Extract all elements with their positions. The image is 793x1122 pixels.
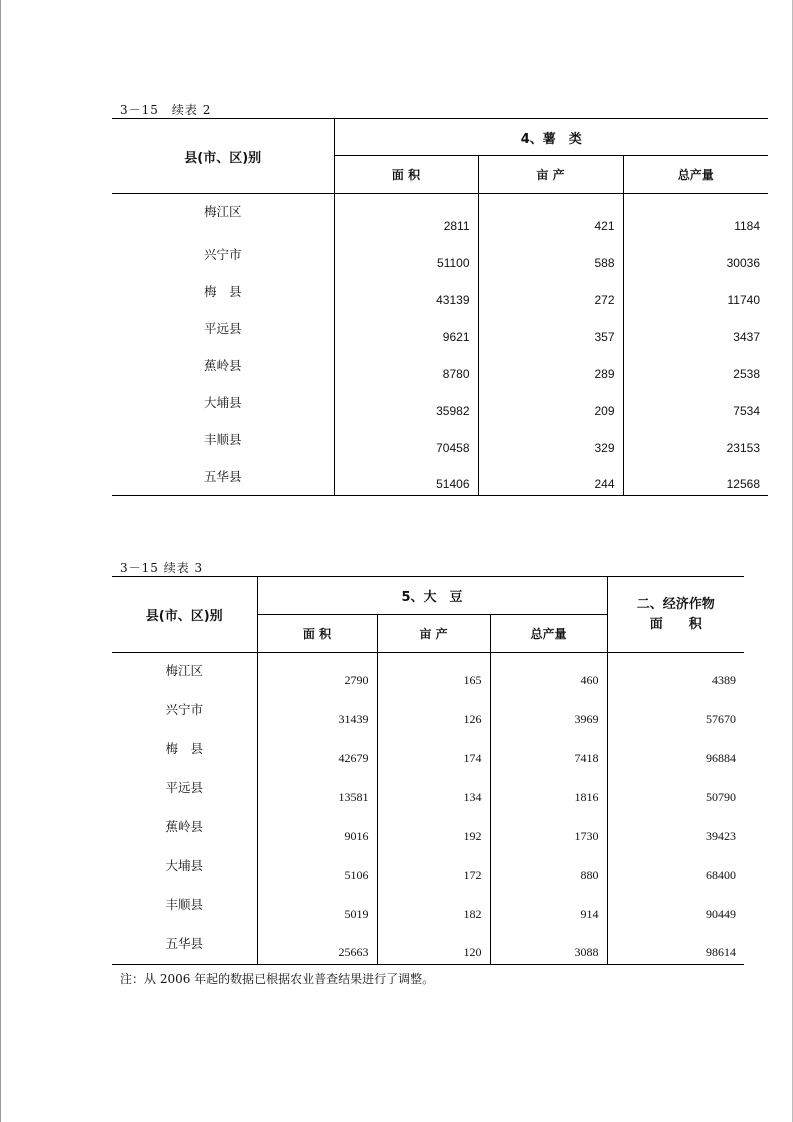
econ-header-line1: 二、经济作物 xyxy=(636,596,715,612)
area-value: 9621 xyxy=(334,311,478,348)
row-header: 县(市、区)别 xyxy=(112,119,334,194)
econ-area-value: 39423 xyxy=(607,809,744,848)
table-row xyxy=(112,731,744,770)
table-row xyxy=(112,653,744,692)
table-row xyxy=(112,848,744,887)
group-header: 4、薯 类 xyxy=(334,119,768,156)
table-row xyxy=(112,809,744,848)
econ-area-value: 96884 xyxy=(607,731,744,770)
total-value: 460 xyxy=(490,653,607,692)
total-value: 30036 xyxy=(623,237,768,274)
yield-value: 172 xyxy=(377,848,490,887)
econ-area-value: 4389 xyxy=(607,653,744,692)
econ-area-value: 98614 xyxy=(607,926,744,965)
table-row xyxy=(112,422,768,459)
area-value: 13581 xyxy=(257,770,377,809)
total-value: 1730 xyxy=(490,809,607,848)
county-name: 梅江区 xyxy=(203,204,242,219)
econ-header xyxy=(607,577,744,653)
econ-area-value: 57670 xyxy=(607,692,744,731)
yield-value: 120 xyxy=(377,926,490,965)
table-row xyxy=(112,692,744,731)
total-value: 2538 xyxy=(623,348,768,385)
total-value: 12568 xyxy=(623,459,768,496)
total-value: 11740 xyxy=(623,274,768,311)
table-row xyxy=(112,194,768,237)
county-name: 平远县 xyxy=(165,779,203,795)
county-name: 梅 县 xyxy=(165,740,203,756)
table1-caption: 3－15 续表 2 xyxy=(120,103,212,117)
econ-area-value: 50790 xyxy=(607,770,744,809)
yield-value: 192 xyxy=(377,809,490,848)
yield-value: 421 xyxy=(478,194,623,237)
total-value: 23153 xyxy=(623,422,768,459)
yield-value: 329 xyxy=(478,422,623,459)
area-value: 70458 xyxy=(334,422,478,459)
table2-caption: 3－15 续表 3 xyxy=(120,561,204,575)
county-name: 梅江区 xyxy=(165,663,203,678)
row-header: 县(市、区)别 xyxy=(112,577,257,653)
total-value: 880 xyxy=(490,848,607,887)
total-value: 3969 xyxy=(490,692,607,731)
area-value: 31439 xyxy=(257,692,377,731)
county-name: 丰顺县 xyxy=(165,896,203,912)
page-edge xyxy=(0,0,1,1122)
econ-area-value: 90449 xyxy=(607,887,744,926)
yield-value: 357 xyxy=(478,311,623,348)
county-name: 梅 县 xyxy=(203,283,242,299)
table-row xyxy=(112,926,744,965)
total-value: 7534 xyxy=(623,385,768,422)
county-name: 蕉岭县 xyxy=(165,818,203,834)
col-header-total: 总产量 xyxy=(490,615,607,653)
area-value: 51406 xyxy=(334,459,478,496)
yield-value: 209 xyxy=(478,385,623,422)
total-value: 914 xyxy=(490,887,607,926)
total-value: 3088 xyxy=(490,926,607,965)
econ-area-value: 68400 xyxy=(607,848,744,887)
county-name: 平远县 xyxy=(203,320,242,336)
yield-value: 588 xyxy=(478,237,623,274)
yield-value: 244 xyxy=(478,459,623,496)
area-value: 8780 xyxy=(334,348,478,385)
area-value: 43139 xyxy=(334,274,478,311)
table-row xyxy=(112,887,744,926)
area-value: 42679 xyxy=(257,731,377,770)
county-name: 大埔县 xyxy=(165,857,203,873)
yield-value: 165 xyxy=(377,653,490,692)
table-row xyxy=(112,385,768,422)
area-value: 51100 xyxy=(334,237,478,274)
total-value: 1816 xyxy=(490,770,607,809)
area-value: 2790 xyxy=(257,653,377,692)
col-header-yield: 亩 产 xyxy=(377,615,490,653)
yield-value: 289 xyxy=(478,348,623,385)
footnote: 注：从 2006 年起的数据已根据农业普查结果进行了调整。 xyxy=(120,972,435,986)
col-header-area: 面 积 xyxy=(334,156,478,194)
table1 xyxy=(112,118,768,496)
yield-value: 134 xyxy=(377,770,490,809)
county-name: 五华县 xyxy=(112,926,257,965)
total-value: 7418 xyxy=(490,731,607,770)
area-value: 35982 xyxy=(334,385,478,422)
group-header: 5、大 豆 xyxy=(257,577,607,615)
col-header-area: 面 积 xyxy=(257,615,377,653)
econ-header-line2: 面 积 xyxy=(649,616,702,632)
col-header-yield: 亩 产 xyxy=(478,156,623,194)
county-name: 兴宁市 xyxy=(165,701,203,717)
table-row xyxy=(112,348,768,385)
total-value: 1184 xyxy=(623,194,768,237)
yield-value: 126 xyxy=(377,692,490,731)
table-row xyxy=(112,770,744,809)
table-row xyxy=(112,459,768,496)
table-row xyxy=(112,311,768,348)
area-value: 25663 xyxy=(257,926,377,965)
county-name: 丰顺县 xyxy=(203,431,242,447)
yield-value: 272 xyxy=(478,274,623,311)
county-name: 大埔县 xyxy=(203,394,242,410)
table2 xyxy=(112,576,744,965)
county-name: 蕉岭县 xyxy=(203,357,242,373)
area-value: 9016 xyxy=(257,809,377,848)
col-header-total: 总产量 xyxy=(623,156,768,194)
total-value: 3437 xyxy=(623,311,768,348)
yield-value: 174 xyxy=(377,731,490,770)
county-name: 兴宁市 xyxy=(203,246,242,262)
area-value: 5106 xyxy=(257,848,377,887)
county-name: 五华县 xyxy=(112,459,334,496)
yield-value: 182 xyxy=(377,887,490,926)
area-value: 5019 xyxy=(257,887,377,926)
table-row xyxy=(112,274,768,311)
area-value: 2811 xyxy=(334,194,478,237)
table-row xyxy=(112,237,768,274)
